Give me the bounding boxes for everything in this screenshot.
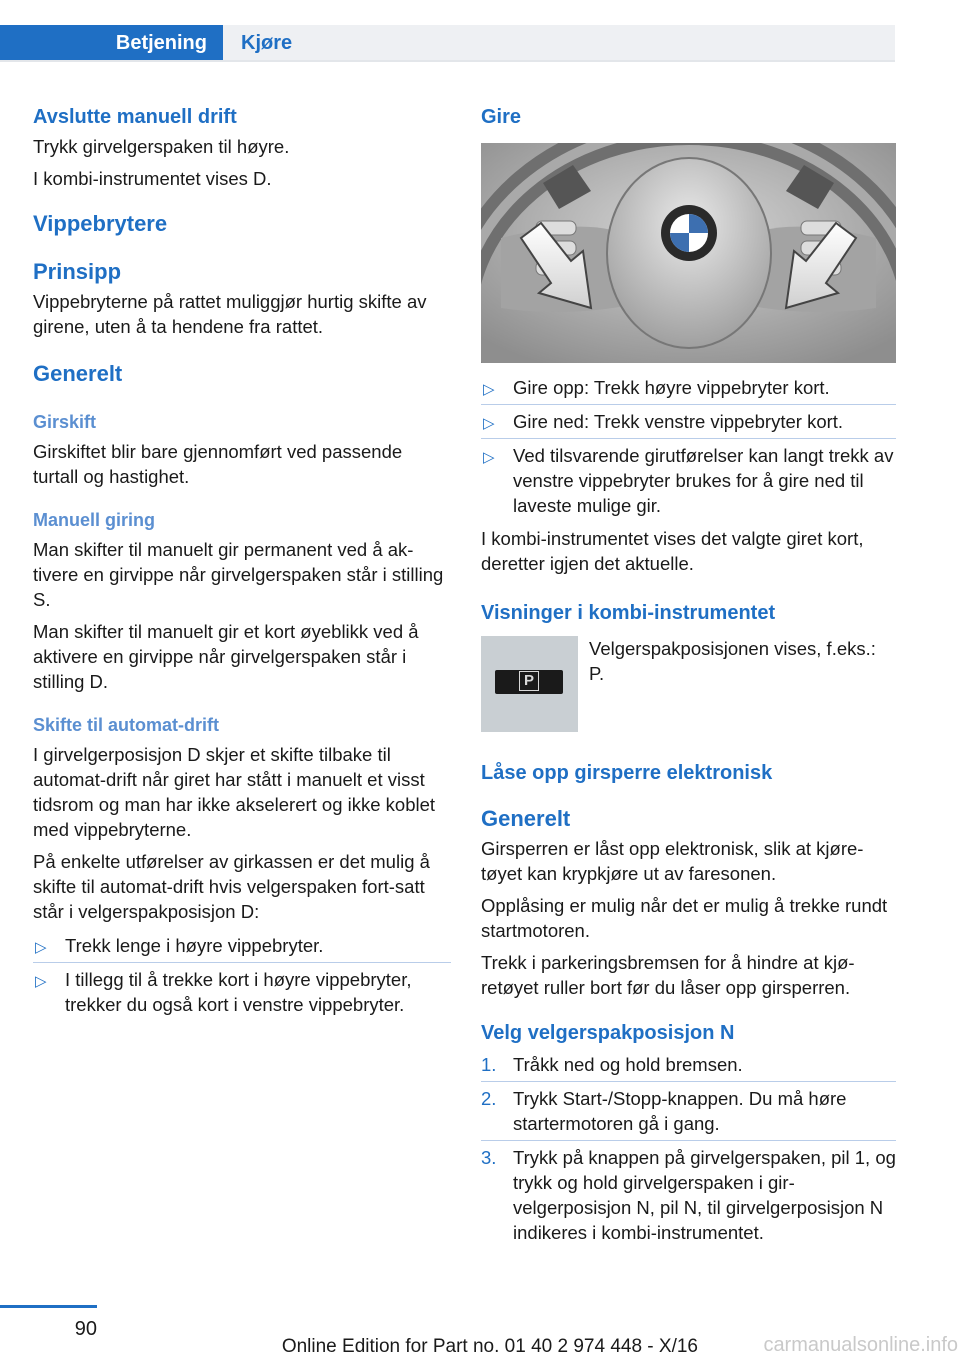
- right-column: [481, 100, 896, 1249]
- cluster-row: [481, 636, 896, 732]
- list-item-text: Gire opp: Trekk høyre vippebryter kort.: [513, 377, 830, 398]
- list-item: [481, 1082, 896, 1141]
- list-item: [481, 439, 896, 522]
- list-item: [33, 929, 451, 963]
- list-item: [481, 1141, 896, 1249]
- girskift-text: Girskiftet blir bare gjennomført ved passende turtall og hastighet.: [33, 441, 403, 487]
- prinsipp-text: Vippebryterne på rattet muliggjør hurtig skifte av girene, uten å ta hendene fra rattet.: [33, 291, 427, 337]
- heading-skifte-automat: Skifte til automat-drift: [33, 715, 220, 735]
- heading-generelt-left: Generelt: [33, 361, 123, 386]
- generelt-text-2: Opplåsing er mulig når det er mulig å trekke rundt startmotoren.: [481, 895, 888, 941]
- list-item-text: I tillegg til å trekke kort i høyre vippebryter, trekker du også kort i venstre vippebryter.: [65, 969, 412, 1015]
- step-text: Trykk på knappen på girvelgerspaken, pil 1, og trykk og hold girvelgerspaken i gir‐velgerposisjon N, pil N, til girvelgerposisjon N indikeres i kombi-instrumentet.: [513, 1147, 896, 1243]
- list-item: [481, 371, 896, 405]
- skifte-text-2: På enkelte utførelser av girkassen er det mulig å skifte til automat-drift hvis velgerspaken fort‐satt står i velgerspakposisjon D:: [33, 851, 430, 922]
- gear-indicator: [495, 670, 563, 694]
- edition-text: Online Edition for Part no. 01 40 2 974 448 - X/16: [281, 1336, 698, 1357]
- step-text: Trykk Start-/Stopp-knappen. Du må høre startermotoren gå i gang.: [513, 1088, 847, 1134]
- heading-girskift: Girskift: [33, 412, 97, 432]
- cluster-display-image: [481, 636, 578, 732]
- heading-laase-opp: Låse opp girsperre elektronisk: [481, 762, 773, 784]
- tab-betjening[interactable]: [0, 25, 223, 61]
- heading-generelt-right: Generelt: [481, 806, 571, 831]
- steering-wheel-icon: [481, 143, 896, 363]
- triangle-bullet-icon: ▷: [35, 973, 47, 990]
- tab-kjore[interactable]: [223, 25, 895, 61]
- gire-bullet-list: [481, 371, 896, 522]
- tab-betjening-label: Betjening: [115, 31, 207, 54]
- heading-avslutte: Avslutte manuell drift: [33, 106, 237, 128]
- steering-wheel-illustration: [481, 143, 896, 363]
- list-item: [481, 405, 896, 439]
- velg-n-step-list: [481, 1048, 896, 1249]
- page-header: [0, 0, 960, 62]
- left-column: [33, 100, 451, 1021]
- triangle-bullet-icon: ▷: [483, 381, 495, 398]
- watermark: carmanualsonline.info: [763, 1334, 958, 1356]
- avslutte-text-1: Trykk girvelgerspaken til høyre.: [33, 136, 290, 157]
- skifte-bullet-list: [33, 929, 451, 1021]
- manuell-text-1: Man skifter til manuelt gir permanent ved å ak‐tivere en girvippe når girvelgerspaken står i stilling S.: [33, 539, 444, 610]
- triangle-bullet-icon: ▷: [483, 449, 495, 466]
- heading-vippebrytere: Vippebrytere: [33, 211, 168, 236]
- generelt-text-1: Girsperren er låst opp elektronisk, slik at kjøre‐tøyet kan krypkjøre ut av faresonen.: [481, 838, 864, 884]
- triangle-bullet-icon: ▷: [483, 415, 495, 432]
- manuell-text-2: Man skifter til manuelt gir et kort øyeblikk ved å aktivere en girvippe når girvelgerspaken står i stilling D.: [33, 621, 419, 692]
- avslutte-text-2: I kombi-instrumentet vises D.: [33, 168, 272, 189]
- list-item-text: Ved tilsvarende girutførelser kan langt trekk av venstre vippebryter brukes for å gire ned til laveste mulige gir.: [513, 445, 894, 516]
- list-item: [481, 1048, 896, 1082]
- header-divider: [0, 60, 895, 62]
- tab-kjore-label: Kjøre: [241, 31, 293, 54]
- skifte-text-1: I girvelgerposisjon D skjer et skifte tilbake til automat-drift når giret har stått i manuelt et visst tidsrom og man har ikke akselerert og ikke koblet med vippebryterne.: [33, 744, 436, 840]
- heading-prinsipp: Prinsipp: [33, 259, 122, 284]
- step-text: Tråkk ned og hold bremsen.: [513, 1054, 743, 1075]
- list-item: [33, 963, 451, 1021]
- heading-visninger: Visninger i kombi-instrumentet: [481, 602, 776, 624]
- heading-velg-n: Velg velgerspakposisjon N: [481, 1022, 735, 1044]
- heading-gire: Gire: [481, 106, 522, 128]
- step-number: 2.: [481, 1088, 497, 1109]
- step-number: 1.: [481, 1054, 497, 1075]
- page-number: 90: [74, 1318, 97, 1340]
- footer-divider: [0, 1305, 97, 1308]
- step-number: 3.: [481, 1147, 497, 1168]
- gear-indicator-letter: P: [519, 671, 539, 691]
- triangle-bullet-icon: ▷: [35, 939, 47, 956]
- visninger-text: Velgerspakposisjonen vises, f.eks.: P.: [589, 638, 876, 684]
- gire-text: I kombi-instrumentet vises det valgte giret kort, deretter igjen det aktuelle.: [481, 528, 864, 574]
- generelt-text-3: Trekk i parkeringsbremsen for å hindre at kjø‐retøyet ruller bort før du låser opp girsperren.: [481, 952, 855, 998]
- list-item-text: Gire ned: Trekk venstre vippebryter kort.: [513, 411, 844, 432]
- list-item-text: Trekk lenge i høyre vippebryter.: [65, 935, 324, 956]
- heading-manuell-giring: Manuell giring: [33, 510, 156, 530]
